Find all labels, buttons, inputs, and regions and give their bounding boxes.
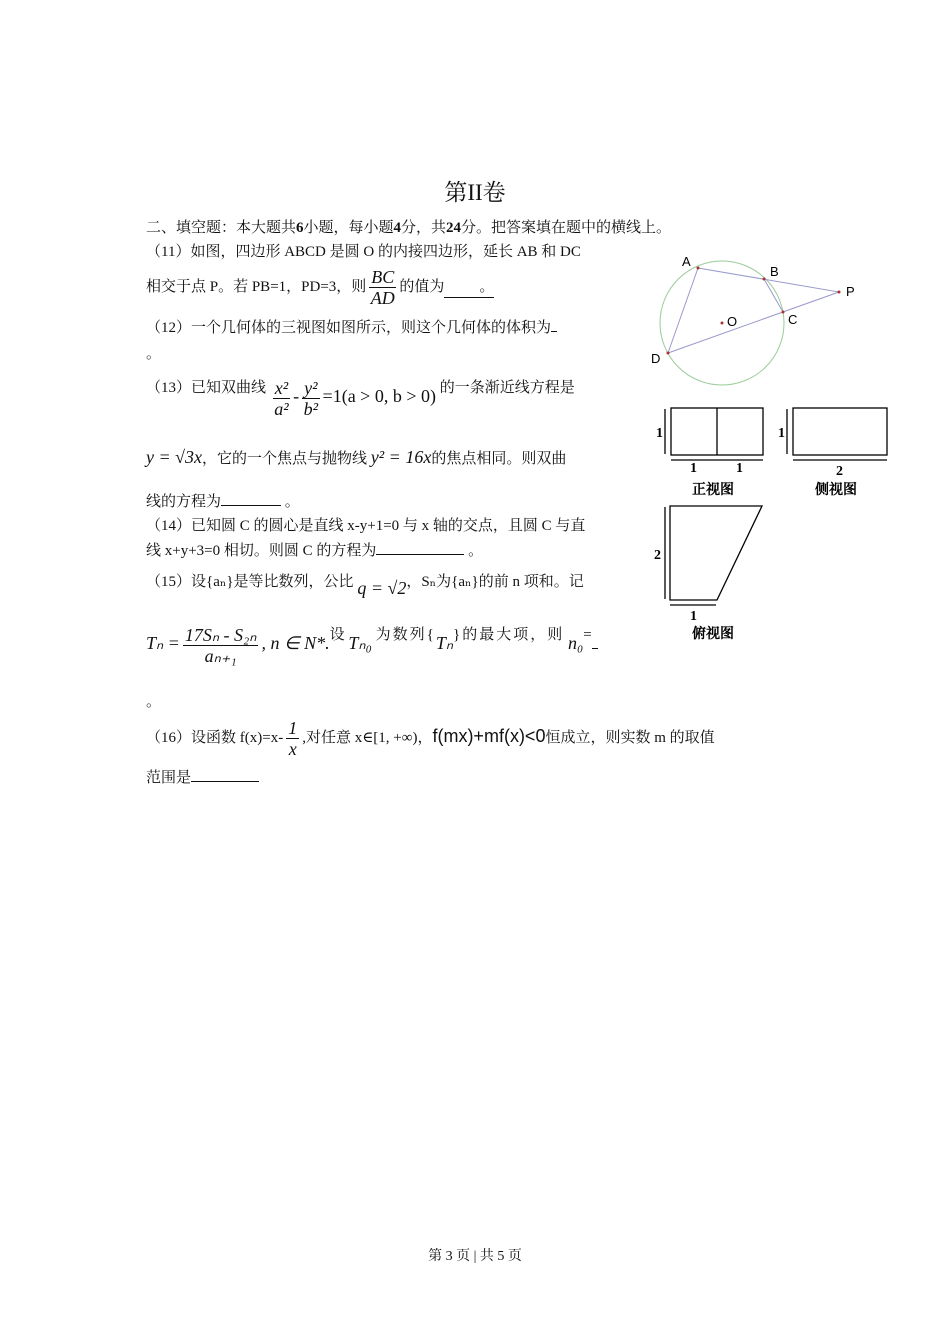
denominator: AD (370, 288, 395, 308)
denominator: aₙ₊₁ (204, 646, 237, 666)
numerator: x² (274, 378, 289, 398)
top-view (670, 506, 762, 600)
label-p: P (846, 284, 855, 299)
text: Tₙ (435, 632, 453, 653)
text: 相交于点 P。若 PB=1，PD=3，则 (146, 278, 367, 295)
denominator: a² (274, 399, 289, 419)
dim-label: 1 (736, 461, 743, 476)
point-p (838, 291, 841, 294)
label-b: B (770, 264, 779, 279)
q16-line1 (146, 718, 715, 759)
segment-bc (764, 279, 783, 312)
fraction (286, 718, 299, 759)
text: 6 (296, 220, 304, 236)
label-d: D (651, 351, 661, 366)
front-view-caption: 正视图 (692, 483, 734, 498)
equation: q = √2 (357, 578, 407, 598)
side-view (793, 408, 887, 455)
point-d (667, 352, 670, 355)
numerator: 17Sₙ - S₂ₙ (184, 625, 257, 645)
text: 的值为 (399, 278, 445, 295)
circle-figure (651, 254, 855, 385)
equation: f(mx)+mf(x)<0 (432, 725, 546, 746)
point-c (782, 311, 785, 314)
text: 线 x+y+3=0 相切。则圆 C 的方程为 (146, 543, 377, 559)
equation: y = √3x (146, 447, 203, 467)
page-footer: 第 3 页 | 共 5 页 (428, 1249, 522, 1264)
text: （15）设{aₙ}是等比数列，公比 (146, 574, 354, 590)
label-a: A (682, 254, 691, 269)
text: 分，共 (401, 220, 447, 236)
dim-label: 2 (836, 464, 843, 479)
text: , n ∈ N*. (261, 632, 330, 653)
dim-label: 1 (656, 426, 663, 441)
top-view-caption: 俯视图 (692, 627, 734, 642)
answer-blank[interactable] (191, 781, 259, 782)
equation: Tₙ = (146, 632, 180, 653)
q14-line1: （14）已知圆 C 的圆心是直线 x-y+1=0 与 x 轴的交点，且圆 C 与直 (146, 518, 586, 534)
three-views (665, 408, 887, 605)
numerator: BC (371, 267, 395, 287)
side-view-caption: 侧视图 (815, 483, 857, 498)
text: n₀ (567, 632, 584, 653)
dim-label: 1 (690, 609, 697, 624)
q16-line2 (146, 768, 259, 788)
text: 小题，每小题 (303, 220, 394, 236)
q12-end: 。 (146, 346, 162, 362)
text: ，它的一个焦点与抛物线 (202, 451, 368, 467)
text: （12）一个几何体的三视图如图所示，则这个几何体的体积为 (146, 320, 552, 336)
dim-label: 1 (690, 461, 697, 476)
answer-blank[interactable]: 。 (444, 277, 494, 298)
text: 24 (446, 220, 462, 236)
text: （16）设函数 f(x)=x- (146, 729, 284, 746)
text: 设 (329, 627, 345, 643)
text: ，Sₙ为{aₙ}的前 n 项和。记 (406, 574, 584, 590)
text: - (293, 385, 300, 406)
text: Tₙ₀ (348, 632, 372, 653)
text: 4 (393, 220, 402, 236)
text: 的焦点相同。则双曲 (431, 451, 567, 467)
label-c: C (788, 312, 798, 327)
text: 为数列{ (375, 627, 436, 643)
dim-label: 2 (654, 548, 661, 563)
point-o (721, 322, 724, 325)
text: 二、填空题：本大题共 (146, 220, 297, 236)
denominator: b² (303, 399, 319, 419)
text: }的最大项，则 (453, 627, 565, 643)
equation: =1(a > 0, b > 0) (322, 385, 436, 406)
text: 线的方程为 (146, 494, 222, 510)
q15-end: 。 (146, 694, 162, 710)
equation: y² = 16x (370, 447, 432, 467)
denominator: x (288, 739, 297, 759)
label-o: O (727, 314, 738, 329)
page-title: 第II卷 (444, 180, 506, 205)
text: 。 (468, 543, 484, 559)
text: 的一条渐近线方程是 (439, 380, 575, 396)
numerator: 1 (288, 718, 298, 738)
numerator: y² (304, 378, 318, 398)
text: 范围是 (146, 770, 192, 786)
text: （13）已知双曲线 (146, 380, 267, 396)
dim-label: 1 (778, 426, 785, 441)
text: = (583, 627, 592, 643)
point-b (763, 278, 766, 281)
text: 恒成立，则实数 m 的取值 (545, 729, 715, 746)
q11-line1: （11）如图，四边形 ABCD 是圆 O 的内接四边形，延长 AB 和 DC (146, 244, 581, 260)
text: ,对任意 x∈[1, +∞)， (302, 729, 433, 746)
quadrilateral-lines (668, 268, 839, 353)
text: 分。把答案填在题中的横线上。 (461, 220, 672, 236)
text: 。 (284, 494, 300, 510)
point-a (697, 267, 700, 270)
